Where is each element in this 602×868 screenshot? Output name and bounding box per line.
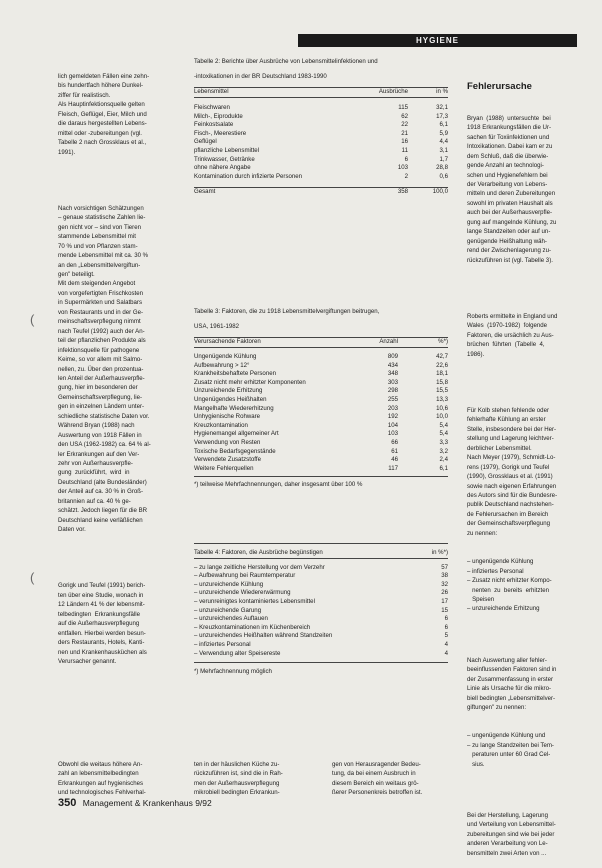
text-line: Linie als Ursache für die mikro- bbox=[467, 685, 551, 693]
table-row bbox=[194, 353, 448, 362]
table-cell-label: – Kreuzkontaminationen im Küchenbereich bbox=[194, 623, 311, 631]
table-cell-value: 26 bbox=[441, 589, 448, 597]
text-line: zubereitungen sind wie bei jeder bbox=[467, 830, 555, 838]
text-line: schen und Hygienefehlern bei bbox=[467, 171, 548, 179]
text-line: – unzureichende Erhitzung bbox=[467, 605, 540, 613]
table-row bbox=[194, 413, 448, 422]
text-line: telbedingten Erkrankungsfälle bbox=[58, 610, 140, 618]
table-cell-value: 32 bbox=[441, 580, 448, 588]
table-3-footnote: *) teilweise Mehrfachnennungen, daher insgesamt über 100 % bbox=[194, 476, 448, 490]
table-cell-value: 358 bbox=[397, 188, 408, 196]
table-cell-value: 66 bbox=[391, 439, 398, 446]
text-line: zu nennen: bbox=[467, 529, 498, 537]
table-row bbox=[194, 362, 448, 371]
text-line: giftungen" zu nennen: bbox=[467, 704, 527, 711]
text-line: men der Außerhausverpflegung bbox=[194, 779, 280, 787]
text-line: peraturen unter 60 Grad Cel- bbox=[467, 751, 551, 759]
table-row bbox=[194, 607, 448, 616]
table-cell-label: Fleischwaren bbox=[194, 104, 230, 112]
table-cell-value: 17,3 bbox=[436, 112, 448, 120]
table-row bbox=[194, 104, 448, 113]
punch-hole-mark: ( bbox=[30, 570, 35, 585]
table-cell-value: 13,3 bbox=[436, 396, 448, 404]
text-line: – infiziertes Personal bbox=[467, 567, 524, 575]
text-line: sius. bbox=[467, 760, 485, 768]
table-cell-label: – infiziertes Personal bbox=[194, 640, 251, 648]
table-cell-label: Unzureichende Erhitzung bbox=[194, 387, 263, 395]
table-cell-value: 192 bbox=[387, 413, 398, 421]
text-line: ten über eine Studie, wonach in bbox=[58, 591, 144, 599]
table-cell-label: Kreuzkontamination bbox=[194, 421, 248, 429]
section-title: HYGIENE bbox=[415, 36, 459, 45]
table-row bbox=[194, 387, 448, 396]
table-cell-label: – unzureichendes Heißhalten während Standzeiten bbox=[194, 632, 333, 640]
text-line: und Verteilung von Lebensmittel- bbox=[467, 821, 556, 829]
text-line: nenten zu bereits erhitzten bbox=[467, 586, 549, 594]
text-line: fehlerhafte Kühlung an erster bbox=[467, 416, 546, 424]
text-line: rens (1979), Gorigk und Teufel bbox=[467, 463, 550, 471]
text-line: 1918 Erkrankungsfällen die Ur- bbox=[467, 124, 552, 132]
table-cell-value: 6 bbox=[444, 615, 448, 623]
text-line: Roberts ermittelte in England und bbox=[467, 312, 558, 320]
table-cell-value: 103 bbox=[397, 164, 408, 172]
text-line: anderen Verarbeitung von Le- bbox=[467, 840, 548, 848]
text-line: – ungenügende Kühlung und bbox=[467, 732, 546, 740]
text-line: gen in einzelnen Ländern unter- bbox=[58, 403, 145, 411]
table-cell-value: 6,1 bbox=[439, 121, 448, 129]
text-line: der Anteil auf ca. 30 % in Groß- bbox=[58, 488, 144, 496]
table-cell-label: – verunreinigtes kontaminiertes Lebensmittel bbox=[194, 597, 315, 605]
table-cell-value: 22,6 bbox=[436, 361, 448, 369]
table-cell-value: 17 bbox=[441, 597, 448, 605]
text-line: Bryan (1988) untersuchte bei bbox=[467, 114, 551, 122]
table-cell-value: 3,3 bbox=[439, 439, 448, 446]
text-line: britannien auf ca. 40 % ge- bbox=[58, 497, 131, 505]
text-line: stammende Lebensmittel mit bbox=[58, 233, 136, 241]
text-line: lange Standzeiten oder auf un- bbox=[467, 228, 551, 236]
text-line: ziffer für realistisch. bbox=[58, 91, 111, 99]
text-line: mikrobiell bedingten Erkrankun- bbox=[194, 789, 280, 797]
text-line: der Verarbeitung von Lebens- bbox=[467, 180, 548, 188]
table-cell-value: 4,4 bbox=[439, 138, 448, 146]
table-row bbox=[194, 572, 448, 581]
text-line: USA, 1961-1982 bbox=[194, 322, 240, 330]
table-cell-value: 32,1 bbox=[436, 104, 448, 112]
table-row bbox=[194, 589, 448, 598]
text-line: von vorgefertigten Frischkosten bbox=[58, 289, 144, 297]
text-line: Speisen bbox=[467, 596, 495, 604]
table-row bbox=[194, 405, 448, 414]
text-line: Bei der Herstellung, Lagerung bbox=[467, 811, 548, 819]
text-line: bis hundertfach höhere Dunkel- bbox=[58, 82, 144, 90]
text-line: an den „Lebensmittelvergiftun- bbox=[58, 261, 141, 269]
text-line: Obwohl die weitaus höhere An- bbox=[58, 760, 143, 768]
table-row bbox=[194, 370, 448, 379]
text-line: de Fehlerursachen im Bereich bbox=[467, 510, 549, 518]
table-cell-value: 6 bbox=[404, 155, 408, 163]
text-line: Während Bryan (1988) nach bbox=[58, 422, 135, 430]
text-line: – ungenügende Kühlung bbox=[467, 558, 534, 566]
table-cell-value: 15,8 bbox=[436, 378, 448, 386]
journal-name: Management & Krankenhaus 9/92 bbox=[82, 798, 212, 808]
text-line: Tabelle 2 nach Grossklaus et al., bbox=[58, 139, 147, 147]
table-cell-value: 203 bbox=[387, 404, 398, 412]
table-4 bbox=[194, 543, 448, 677]
table-cell-value: 2,4 bbox=[439, 456, 448, 464]
table-row bbox=[194, 156, 448, 165]
table-cell-label: – Verwendung alter Speisereste bbox=[194, 649, 281, 657]
table-cell-value: 11 bbox=[401, 147, 408, 155]
page-number: 350 bbox=[58, 797, 77, 809]
text-line: meinschaftsverpflegung nimmt bbox=[58, 318, 141, 326]
table-row bbox=[194, 598, 448, 607]
text-line: 1986). bbox=[467, 350, 485, 358]
table-4-caption: Tabelle 4: Faktoren, die Ausbrüche begünstigen bbox=[194, 549, 323, 556]
table-cell-value: Anzahl bbox=[379, 338, 398, 346]
table-cell-value: 18,1 bbox=[436, 370, 448, 378]
left-column bbox=[58, 53, 180, 676]
table-cell-value: 57 bbox=[441, 563, 448, 571]
text-line: rückzuführen ist (vgl. Tabelle 3). bbox=[467, 256, 553, 264]
table-row bbox=[194, 641, 448, 650]
table-cell-label: Krankheitsbehaftete Personen bbox=[194, 370, 276, 378]
text-line: gen von Herausragender Bedeu- bbox=[332, 760, 421, 768]
text-line: lich gemeldeten Fällen eine zehn- bbox=[58, 72, 150, 80]
text-line: Als Hauptinfektionsquelle gelten bbox=[58, 101, 145, 109]
text-line: (1990), Grossklaus et al. (1991) bbox=[467, 473, 553, 481]
table-row bbox=[194, 456, 448, 465]
table-cell-label: – zu lange zeitliche Herstellung vor dem Verzehr bbox=[194, 563, 325, 571]
table-cell-value: 42,7 bbox=[436, 353, 448, 361]
text-line: in Supermärkten und Salatbars bbox=[58, 299, 143, 307]
text-line: Nach Meyer (1979), Schmidt-Lo- bbox=[467, 454, 556, 462]
table-cell-value: 61 bbox=[391, 447, 398, 455]
table-cell-value: 28,8 bbox=[436, 164, 448, 172]
text-line: gung, hier im besonderen der bbox=[58, 384, 138, 392]
bottom-mid-col-2 bbox=[332, 741, 457, 807]
text-line: nellen, zu. Über den prozentua- bbox=[58, 365, 144, 373]
text-line: derblicher Lebensmittel. bbox=[467, 444, 532, 452]
text-line: biell bedingten „Lebensmittelver- bbox=[467, 694, 556, 702]
table-row bbox=[194, 113, 448, 122]
text-line: Nach Auswertung aller fehler- bbox=[467, 656, 547, 664]
table-row bbox=[194, 147, 448, 156]
text-line: diesem Bereich ein weitaus grö- bbox=[332, 779, 419, 787]
text-line: publik Deutschland nachstehen- bbox=[467, 501, 554, 509]
table-row bbox=[194, 581, 448, 590]
text-line: Für Kolb stehen fehlende oder bbox=[467, 406, 549, 414]
text-line: ten in der häuslichen Küche zu- bbox=[194, 760, 280, 768]
section-header-bar bbox=[298, 34, 577, 47]
text-line: Tabelle 3: Faktoren, die zu 1918 Lebensmittelvergiftungen beitrugen, bbox=[194, 308, 380, 316]
text-line: – zu lange Standzeiten bei Tem- bbox=[467, 741, 554, 749]
table-row bbox=[194, 338, 448, 348]
text-line: den USA (1962-1982) ca. 64 % al- bbox=[58, 441, 151, 449]
text-line: sowohl im privaten Haushalt als bbox=[467, 199, 553, 207]
text-line: Verursacher genannt. bbox=[58, 658, 117, 666]
table-cell-value: 62 bbox=[401, 112, 408, 120]
table-cell-value: 434 bbox=[387, 361, 398, 369]
table-cell-value: 16 bbox=[401, 138, 408, 146]
punch-hole-mark: ( bbox=[30, 312, 35, 327]
text-line: infektionsquelle für pathogene bbox=[58, 346, 140, 354]
table-cell-value: %*) bbox=[438, 338, 448, 346]
table-row bbox=[194, 138, 448, 147]
text-line: teil der pflanzlichen Produkte als bbox=[58, 337, 146, 345]
table-cell-label: Verursachende Faktoren bbox=[194, 338, 261, 346]
table-row bbox=[194, 430, 448, 439]
table-cell-value: 6 bbox=[444, 623, 448, 631]
text-line: mitteln und deren Zubereitungen bbox=[467, 190, 556, 198]
table-3 bbox=[194, 302, 448, 490]
text-line: sachen für Toxiinfektionen und bbox=[467, 133, 550, 141]
table-row bbox=[194, 448, 448, 457]
table-cell-label: – unzureichendes Auftauen bbox=[194, 615, 268, 623]
text-line: rend der Zwischenlagerung zu- bbox=[467, 247, 552, 255]
text-line: Faktoren, die ursächlich zu Aus- bbox=[467, 331, 554, 339]
table-cell-value: 2 bbox=[404, 172, 408, 180]
table-cell-value: 115 bbox=[398, 104, 408, 112]
text-line: Gemeinschaftsverpflegung, lie- bbox=[58, 393, 143, 401]
text-line: nen und Krankenhausküchen als bbox=[58, 648, 147, 656]
text-line: der Gemeinschaftsverpflegung bbox=[467, 520, 550, 528]
table-row bbox=[194, 439, 448, 448]
table-cell-label: – unzureichende Garung bbox=[194, 606, 262, 614]
text-line: beeinflussenden Faktoren sind in bbox=[467, 666, 557, 674]
table-cell-label: Hygienemangel allgemeiner Art bbox=[194, 430, 279, 438]
text-line: -intoxikationen in der BR Deutschland 1983-1990 bbox=[194, 72, 327, 80]
table-row bbox=[194, 564, 448, 573]
text-line: nach Teufel (1992) auch der An- bbox=[58, 327, 145, 335]
table-cell-value: 4 bbox=[444, 640, 448, 648]
table-row bbox=[194, 88, 448, 98]
text-line: Auswertung von 1918 Fällen in bbox=[58, 431, 142, 439]
text-line: 12 Ländern 41 % der lebensmit- bbox=[58, 601, 145, 609]
text-line: entfallen. Hierbei werden besun- bbox=[58, 629, 146, 637]
table-cell-label: Fisch-, Meerestiere bbox=[194, 129, 247, 137]
table-cell-value: 6,1 bbox=[439, 464, 448, 472]
table-cell-label: – unzureichende Kühlung bbox=[194, 580, 264, 588]
text-line: Nach vorsichtigen Schätzungen bbox=[58, 204, 144, 212]
text-line: ders Restaurants, Hotels, Kanti- bbox=[58, 639, 145, 647]
table-4-unit: in %*) bbox=[431, 549, 448, 556]
table-cell-label: Verwendete Zusatzstoffe bbox=[194, 456, 261, 464]
table-cell-value: 255 bbox=[387, 396, 398, 404]
text-line: gende Anzahl an technologi- bbox=[467, 162, 544, 170]
text-line: dem Schluß, daß die überwie- bbox=[467, 152, 549, 160]
table-cell-value: 15 bbox=[441, 606, 448, 614]
table-row bbox=[194, 164, 448, 173]
table-cell-value: 3,2 bbox=[439, 447, 448, 455]
table-cell-label: Trinkwasser, Getränke bbox=[194, 155, 255, 163]
table-cell-value: 117 bbox=[388, 464, 398, 472]
text-line: ler Erkrankungen auf den Ver- bbox=[58, 450, 140, 458]
text-line: Deutschland keine verläßlichen bbox=[58, 516, 143, 524]
text-line: Gorigk und Teufel (1991) berich- bbox=[58, 582, 146, 590]
table-row bbox=[194, 624, 448, 633]
text-line: auch bei der Außerhausverpfle- bbox=[467, 209, 553, 217]
text-line: 70 % und von Pflanzen stam- bbox=[58, 242, 138, 250]
right-column bbox=[467, 62, 587, 868]
table-cell-value: 348 bbox=[387, 370, 398, 378]
text-line: Fleisch, Geflügel, Eier, Milch und bbox=[58, 110, 147, 118]
table-cell-label: Milch-, Eiprodukte bbox=[194, 112, 243, 120]
table-cell-label: Verwendung von Resten bbox=[194, 439, 261, 446]
table-4-footnote: *) Mehrfachnennung möglich bbox=[194, 662, 448, 677]
text-line: mittel oder -zubereitungen (vgl. bbox=[58, 129, 143, 137]
table-row bbox=[194, 650, 448, 659]
text-line: rückzuführen ist, sind die in Rah- bbox=[194, 770, 283, 778]
table-cell-label: Kontamination durch infizierte Personen bbox=[194, 172, 303, 180]
text-line: Wales (1970-1982) folgende bbox=[467, 322, 548, 330]
table-cell-label: Lebensmittel bbox=[194, 88, 229, 96]
table-cell-value: 21 bbox=[401, 129, 408, 137]
text-line: und technologisches Fehlverhal- bbox=[58, 789, 146, 797]
text-line: Intoxikationen. Dabei kam er zu bbox=[467, 143, 553, 151]
table-cell-label: Ungenügende Kühlung bbox=[194, 353, 257, 361]
text-line: gen" beteiligt. bbox=[58, 270, 95, 278]
table-row bbox=[194, 615, 448, 624]
table-cell-value: 104 bbox=[387, 421, 398, 429]
table-row bbox=[194, 465, 448, 474]
table-cell-label: ohne nähere Angabe bbox=[194, 164, 251, 172]
text-line: gung zurückführt, wird in bbox=[58, 469, 130, 477]
text-line: Erkrankungen auf hygienisches bbox=[58, 779, 144, 787]
table-cell-value: 46 bbox=[391, 456, 398, 464]
table-row bbox=[194, 121, 448, 130]
text-line: Mit dem steigenden Angebot bbox=[58, 280, 136, 288]
text-line: Daten vor. bbox=[58, 526, 86, 534]
table-cell-label: Toxische Bedarfsgegenstände bbox=[194, 447, 276, 455]
table-cell-label: Zusatz nicht mehr erhitzter Komponenten bbox=[194, 378, 306, 386]
table-cell-value: 303 bbox=[387, 378, 398, 386]
table-cell-value: 0,6 bbox=[439, 172, 448, 180]
page-footer bbox=[58, 797, 212, 809]
table-cell-value: 15,5 bbox=[436, 387, 448, 395]
table-row bbox=[194, 188, 448, 197]
table-cell-value: 5 bbox=[444, 632, 448, 640]
table-cell-label: Aufbewahrung > 12° bbox=[194, 361, 250, 369]
table-cell-value: 1,7 bbox=[439, 155, 448, 163]
text-line: stellung und Lagerung leichtver- bbox=[467, 435, 554, 443]
table-cell-value: 3,1 bbox=[439, 147, 448, 155]
table-cell-value: 22 bbox=[401, 121, 408, 129]
text-line: Keime, so vor allem mit Salmo- bbox=[58, 356, 143, 364]
table-cell-value: 38 bbox=[441, 572, 448, 580]
text-line: – Zusatz nicht erhitzter Kompo- bbox=[467, 577, 552, 585]
text-line: brüchen führten (Tabelle 4, bbox=[467, 341, 545, 349]
text-line: len Anteil der Außerhausverpfle- bbox=[58, 374, 145, 382]
table-2 bbox=[194, 52, 448, 197]
table-cell-value: 809 bbox=[387, 353, 398, 361]
text-line: 1991). bbox=[58, 148, 76, 156]
text-line: – genaue statistische Zahlen lie- bbox=[58, 214, 146, 222]
right-column-heading: Fehlerursache bbox=[467, 80, 532, 92]
table-cell-label: Gesamt bbox=[194, 188, 216, 196]
table-cell-value: 4 bbox=[444, 649, 448, 657]
text-line: genügende Heißhaltung wäh- bbox=[467, 237, 547, 245]
text-line: des Autors sind für die Bundesre- bbox=[467, 492, 558, 500]
table-cell-value: Ausbrüche bbox=[378, 88, 408, 96]
text-line: von Restaurants und in der Ge- bbox=[58, 308, 144, 316]
table-cell-label: Mangelhafte Wiedererhitzung bbox=[194, 404, 274, 412]
table-cell-label: Ungenügendes Heißhalten bbox=[194, 396, 267, 404]
text-line: Tabelle 2: Berichte über Ausbrüche von Lebensmittelinfektionen und bbox=[194, 58, 378, 66]
table-row bbox=[194, 422, 448, 431]
table-row bbox=[194, 632, 448, 641]
table-cell-label: – Aufbewahrung bei Raumtemperatur bbox=[194, 572, 296, 580]
text-line: zahl an lebensmittelbedingten bbox=[58, 770, 139, 778]
text-line: schiedliche statistische Daten vor. bbox=[58, 412, 150, 420]
table-row bbox=[194, 379, 448, 388]
table-cell-label: – unzureichende Wiedererwärmung bbox=[194, 589, 291, 597]
table-row bbox=[194, 173, 448, 182]
text-line: auf die Außerhausverpflegung bbox=[58, 620, 140, 628]
table-cell-value: 5,4 bbox=[439, 430, 448, 438]
table-cell-value: 298 bbox=[387, 387, 398, 395]
text-line: bensmitteln zwei Arten von ... bbox=[467, 849, 547, 857]
bottom-mid-col-1 bbox=[194, 741, 314, 807]
text-line: Deutschland (alte Bundesländer) bbox=[58, 478, 147, 486]
table-cell-label: Geflügel bbox=[194, 138, 217, 146]
text-line: sowie nach eigenen Erfahrungen bbox=[467, 482, 557, 490]
table-cell-label: Unhygienische Rohware bbox=[194, 413, 261, 421]
table-cell-value: 10,6 bbox=[436, 404, 448, 412]
text-line: zehr von Außerhausverpfle- bbox=[58, 460, 133, 468]
table-cell-value: 100,0 bbox=[432, 188, 448, 196]
text-line: die daraus hergestellten Lebens- bbox=[58, 120, 147, 128]
text-line: gen nicht vor – sind von Tieren bbox=[58, 223, 141, 231]
text-line: Stelle, insbesondere bei der Her- bbox=[467, 425, 557, 433]
table-row bbox=[194, 396, 448, 405]
text-line: gung auf mangelnde Kühlung, zu bbox=[467, 218, 557, 226]
table-cell-value: 5,9 bbox=[439, 129, 448, 137]
table-cell-value: 103 bbox=[387, 430, 398, 438]
text-line: tung, da bei einem Ausbruch in bbox=[332, 770, 416, 778]
text-line: ßerer Personenkreis betroffen ist. bbox=[332, 789, 423, 797]
text-line: mende Lebensmittel mit ca. 30 % bbox=[58, 252, 149, 260]
table-cell-label: pflanzliche Lebensmittel bbox=[194, 147, 260, 155]
table-row bbox=[194, 130, 448, 139]
table-cell-label: Weitere Fehlerquellen bbox=[194, 464, 254, 472]
table-cell-label: Feinkostsalate bbox=[194, 121, 234, 129]
table-cell-value: 5,4 bbox=[439, 421, 448, 429]
text-line: schätzt. Jedoch liegen für die BR bbox=[58, 507, 148, 515]
table-cell-value: in % bbox=[436, 88, 448, 96]
text-line: der Zusammenfassung in erster bbox=[467, 675, 554, 683]
table-cell-value: 10,0 bbox=[436, 413, 448, 421]
